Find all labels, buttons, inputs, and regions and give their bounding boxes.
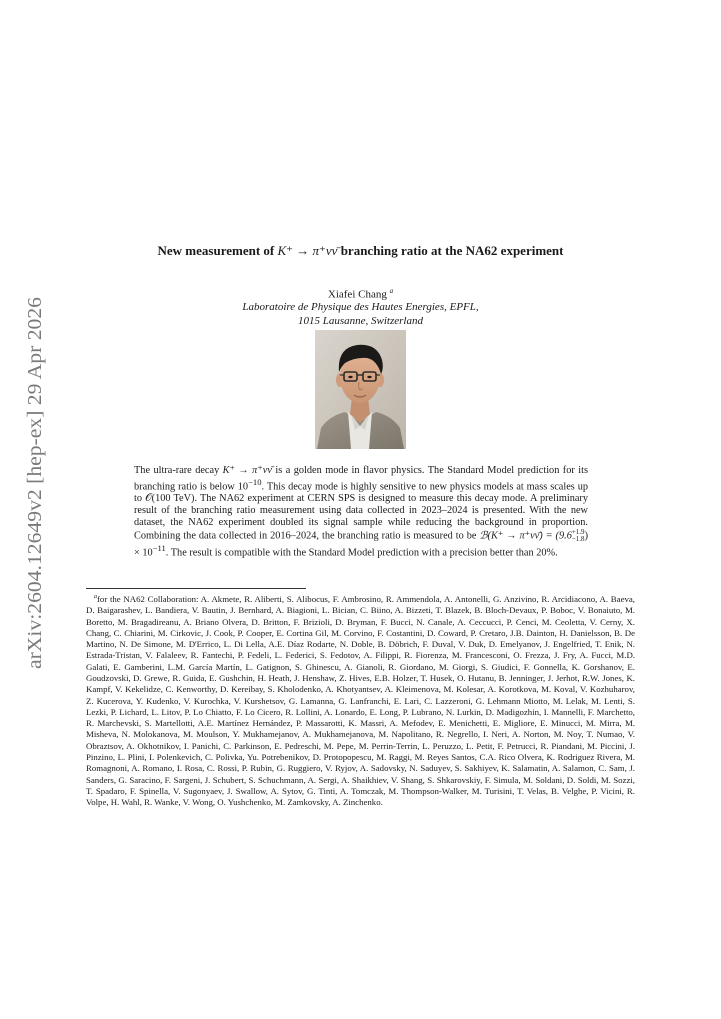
abstract-uncertainty-minus: −1.8 bbox=[571, 534, 585, 543]
footnote-mark: a bbox=[94, 594, 97, 600]
affiliation-line-1: Laboratoire de Physique des Hautes Energies, EPFL, bbox=[242, 301, 479, 313]
abstract-exponent-1: −10 bbox=[248, 476, 262, 487]
abstract-decay-formula: K⁺ → π⁺νν̄ bbox=[222, 465, 272, 476]
abstract-uncertainty-plus: +1.9 bbox=[571, 527, 585, 536]
author-footnote-mark: a bbox=[389, 287, 394, 295]
abstract-branching-ratio-formula: ℬ(K⁺ → π⁺νν̄) = (9.6 bbox=[479, 530, 572, 542]
author-photo bbox=[315, 330, 406, 449]
abstract bbox=[134, 465, 588, 559]
title-suffix: branching ratio at the NA62 experiment bbox=[337, 243, 564, 258]
abstract-exponent-2: −11 bbox=[152, 542, 166, 553]
abstract-paragraph bbox=[134, 465, 588, 559]
author-line bbox=[86, 287, 635, 301]
footnote-author-list: for the NA62 Collaboration: A. Akmete, R. Aliberti, S. Alibocus, F. Ambrosino, R. Ammendola, A. Antonelli, G. Anzivino, R. Arcidiacono, A. Baeva, D. Baigarashev, L. Bandiera, V. Bautin, J. Bernhard, A. Biagioni, L. Bician, C. Biino, A. Bizzeti, T. Blazek, B. Bloch-Devaux, P. Boboc, V. Bonaiuto, M. Boretto, M. Bragadireanu, A. Briano Olvera, D. Britton, F. Brizioli, D. Bryman, F. Bucci, N. Canale, A. Ceccucci, P. Cenci, M. Ceoletta, V. Cerny, X. Chang, C. Chiarini, M. Cirkovic, J. Cook, P. Cooper, E. Cortina Gil, M. Corvino, F. Costantini, D. Coward, P. Cretaro, J.B. Dainton, H. Danielsson, B. De Martino, N. De Simone, M. D'Errico, L. Di Lella, A.E. Díaz Rodarte, N. Doble, B. Döbrich, F. Duval, V. Duk, D. Emelyanov, J. Engelfried, T. Enik, N. Estrada-Tristan, V. Falaleev, R. Fantechi, P. Fedeli, L. Federici, S. Fedotov, A. Filippi, R. Fiorenza, M. Francesconi, O. Frezza, J. Fry, A. Fucci, M.D. Galati, E. Gamberini, L.M. García Martín, L. Gatignon, S. Ghinescu, A. Gianoli, R. Giordano, M. Giorgi, S. Giudici, F. Gonnella, K. Gorshanov, E. Goudzovski, D. Grewe, R. Guida, E. Gushchin, H. Heath, J. Henshaw, Z. Hives, E.B. Holzer, T. Husek, O. Hutanu, B. Jenninger, J. Jerhot, R.W. Jones, K. Kampf, V. Kekelidze, C. Kenworthy, D. Kereibay, S. Kholodenko, A. Khotyantsev, A. Kleimenova, M. Kolesar, A. Korotkova, M. Koval, V. Kozhuharov, Z. Kucerova, Y. Kudenko, V. Kurochka, V. Kurshetsov, G. Lamanna, G. Lanfranchi, E. Lari, C. Lazzeroni, G. Lehmann Miotto, M. Lelak, M. Lenti, S. Lezki, P. Lichard, L. Litov, P. Lo Chiatto, F. Lo Cicero, R. Lollini, A. Lonardo, E. Long, P. Lubrano, N. Lurkin, D. Madigozhin, I. Mannelli, F. Marchetto, R. Marchevski, S. Martellotti, A.E. Martínez Hernández, P. Massarotti, K. Massri, A. Mefodev, E. Menichetti, E. Migliore, E. Minucci, M. Mirra, M. Misheva, N. Molokanova, M. Moulson, Y. Mukhamejanov, A. Mukhamejanova, M. Napolitano, R. Negrello, I. Neri, A. Norton, M. Noy, T. Numao, V. Obraztsov, A. Okhotnikov, I. Panichi, C. Parkinson, E. Pedreschi, M. Pepe, M. Perrin-Terrin, L. Peruzzo, L. Petit, F. Petrucci, R. Piandani, M. Piccini, J. Pinzino, L. Plini, I. Polenkevich, C. Polivka, Yu. Potrebenikov, D. Protopopescu, M. Raggi, M. Reyes Santos, C.A. Rico Olvera, K. Rodriguez Rivera, M. Romagnoni, A. Romano, I. Rosa, C. Rossi, P. Rubin, G. Ruggiero, V. Ryjov, A. Sadovsky, N. Saduyev, S. Sakhiyev, K. Salamatin, A. Salamon, C. Sam, J. Sanders, G. Saracino, F. Sargeni, J. Schubert, S. Schuchmann, A. Sergi, A. Shaikhiev, V. Shang, S. Shkarovskiy, F. Simula, M. Soldani, D. Soldi, M. Sozzi, T. Spadaro, F. Spinella, V. Sugonyaev, J. Swallow, A. Sytov, G. Tinti, A. Tomczak, M. Thompson-Walker, M. Turisini, T. Velas, B. Velghe, P. Vicini, R. Volpe, H. Wahl, R. Wanke, V. Wong, O. Yushchenko, M. Zamkovsky, A. Zinchenko. bbox=[86, 593, 635, 808]
affiliation-line-2: 1015 Lausanne, Switzerland bbox=[298, 315, 423, 327]
footnote-paragraph bbox=[86, 592, 635, 809]
collaboration-footnote bbox=[86, 592, 635, 809]
arxiv-identifier-stamp bbox=[11, 295, 51, 671]
abstract-uncertainty bbox=[572, 529, 585, 543]
author-name: Xiafei Chang bbox=[327, 288, 387, 301]
footnote-rule bbox=[86, 588, 306, 589]
title-decay-formula: K⁺ → π⁺νν̄ bbox=[277, 243, 338, 258]
abstract-text-3: . This decay mode is highly sensitive to new physics models at mass scales up to 𝒪(100 TeV). The NA62 experiment at CERN SPS is designed to measure this decay mode. A preliminary result of the branching ratio measurement using data collected in 2023–2024 is presented. With the new dataset, the NA62 experiment doubled its signal sample while reducing the background in proportion. Combining the data collected in 2016–2024, the branching ratio is measured to be bbox=[134, 481, 589, 542]
title-prefix: New measurement of bbox=[157, 243, 278, 258]
abstract-text-2: is a golden mode in flavor physics. The Standard Model prediction for its branching ratio is below 10 bbox=[134, 465, 588, 493]
abstract-text-1: The ultra-rare decay bbox=[134, 465, 223, 476]
abstract-formula-tail: ) × 10 bbox=[134, 530, 588, 559]
paper-title bbox=[86, 243, 635, 259]
arxiv-stamp-text: arXiv:2604.12649v2 [hep-ex] 29 Apr 2026 bbox=[24, 325, 46, 669]
abstract-text-4: . The result is compatible with the Standard Model prediction with a precision better than 20%. bbox=[165, 547, 558, 559]
